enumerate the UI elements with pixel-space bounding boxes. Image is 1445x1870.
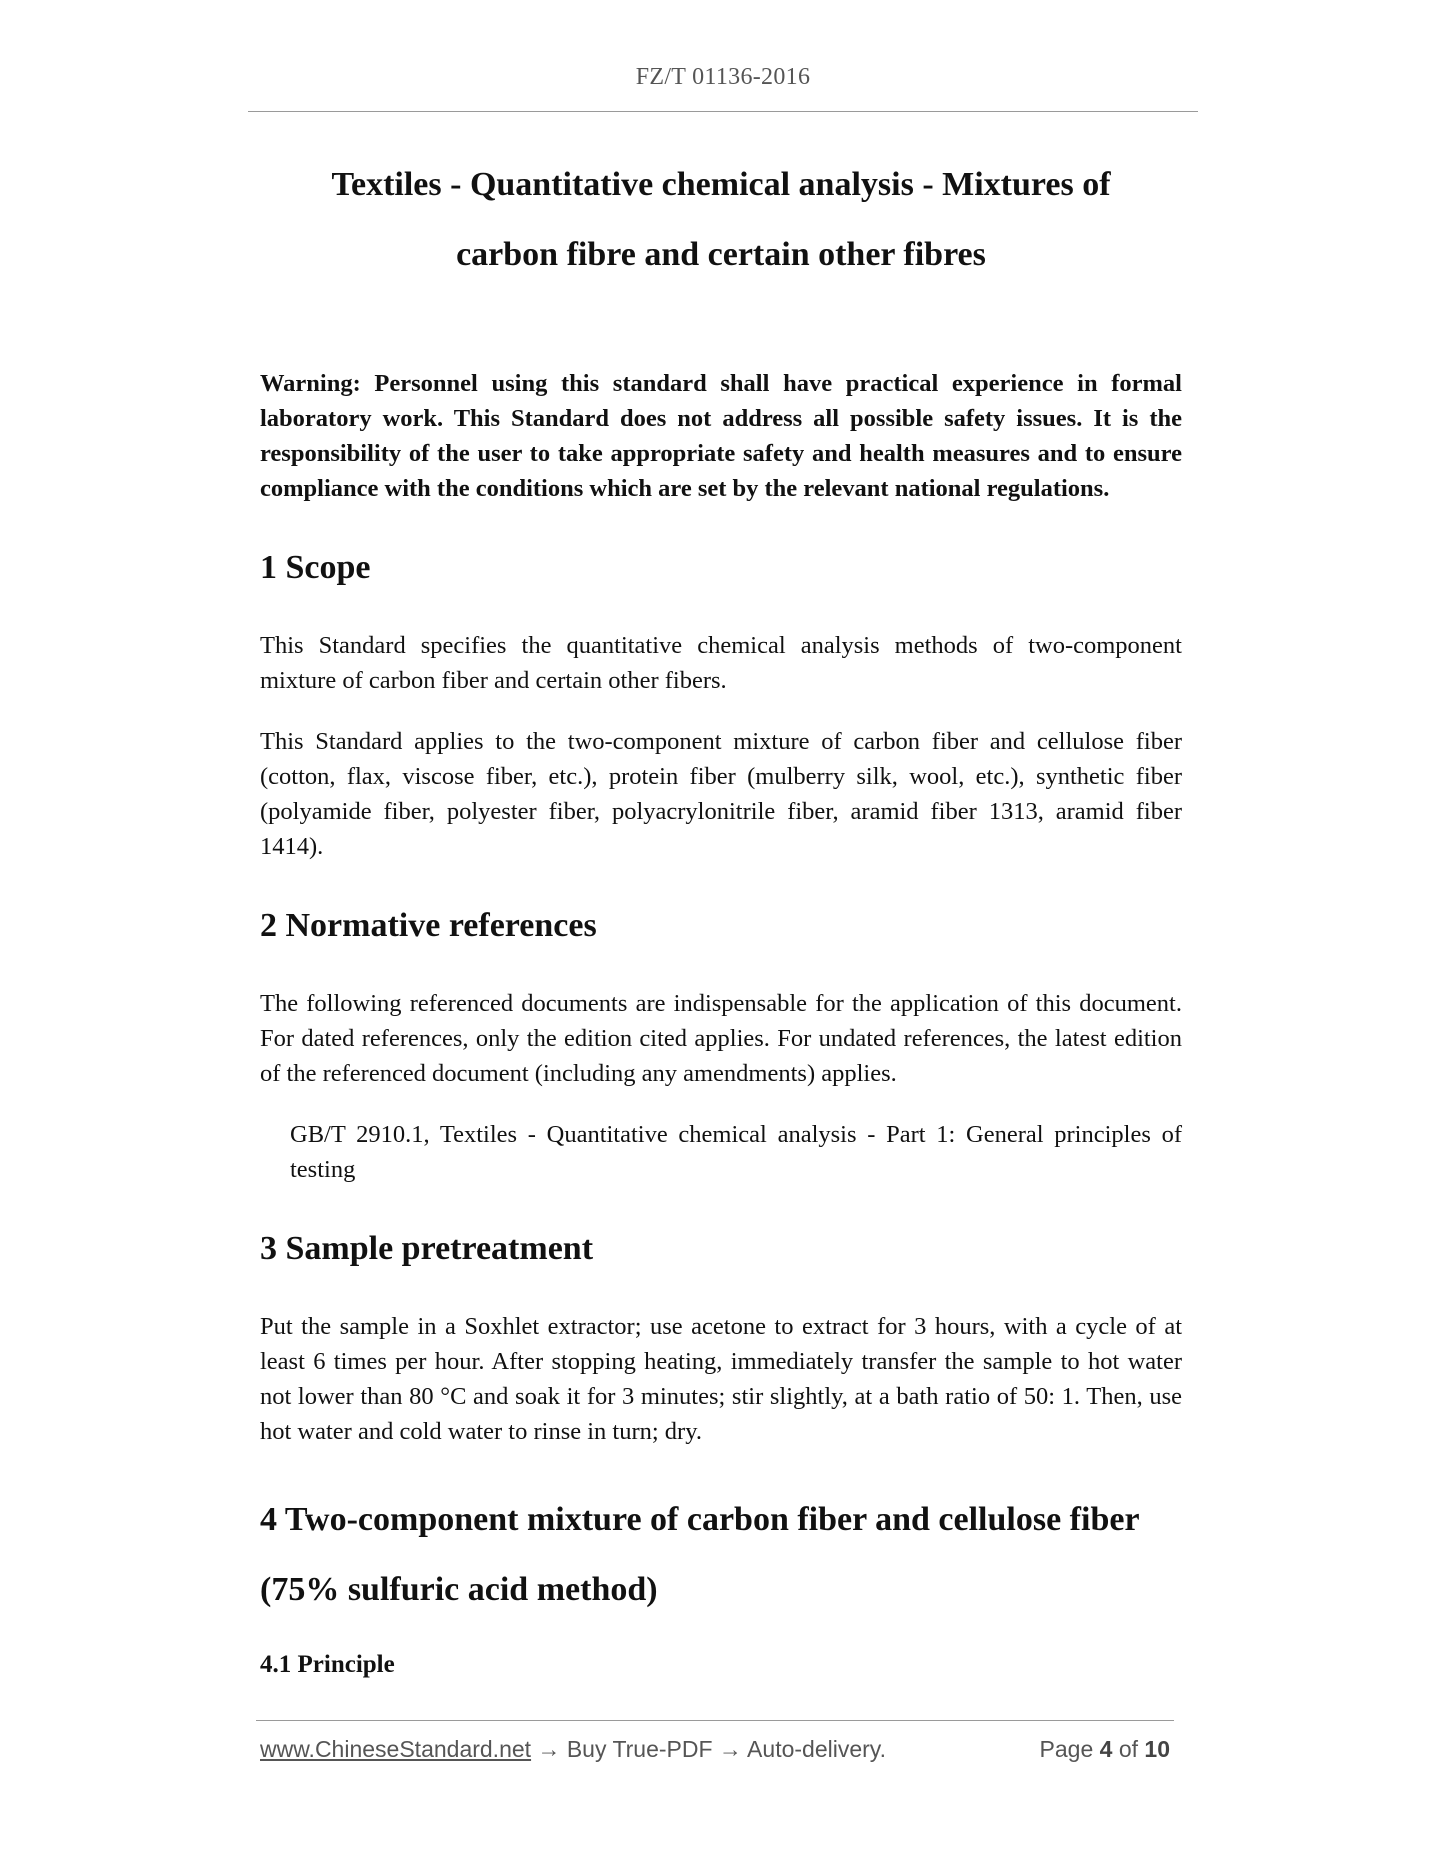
header-divider <box>248 111 1198 112</box>
scope-paragraph-1: This Standard specifies the quantitative chemical analysis methods of two-component mixture of carbon fiber and certain other fibers. <box>260 632 1182 694</box>
page-label: Page <box>1039 1736 1094 1762</box>
section-heading-normative-references: 2 Normative references <box>260 907 597 944</box>
page-footer <box>260 1736 1170 1768</box>
page-indicator <box>1040 1736 1170 1763</box>
normative-paragraph: The following referenced documents are indispensable for the application of this document. For dated references, only the edition cited applies. For undated references, the latest edition of the referenced document (including any amendments) applies. <box>260 990 1182 1087</box>
footer-tagline: → Buy True-PDF → Auto-delivery. <box>531 1736 886 1762</box>
reference-item: GB/T 2910.1, Textiles - Quantitative chemical analysis - Part 1: General principles of testing <box>290 1121 1182 1183</box>
section-4-heading-line-1: 4 Two-component mixture of carbon fiber and cellulose fiber <box>260 1501 1140 1538</box>
section-heading-carbon-cellulose <box>260 1485 1182 1625</box>
section-4-heading-line-2: (75% sulfuric acid method) <box>260 1571 658 1608</box>
title-line-2: carbon fibre and certain other fibres <box>456 236 986 273</box>
warning-notice: Warning: Personnel using this standard shall have practical experience in formal laboratory work. This Standard does not address all possible safety issues. It is the responsibility of the user to take appropriate safety and health measures and to ensure compliance with the conditions which are set by the relevant national regulations. <box>260 370 1182 502</box>
of-label: of <box>1118 1736 1139 1762</box>
total-page-count: 10 <box>1144 1736 1170 1762</box>
page-content <box>260 150 1182 1683</box>
footer-divider <box>256 1720 1174 1721</box>
document-title <box>260 150 1182 290</box>
title-line-1: Textiles - Quantitative chemical analysis - Mixtures of <box>331 166 1111 203</box>
site-link[interactable]: www.ChineseStandard.net <box>260 1736 532 1762</box>
pretreatment-paragraph: Put the sample in a Soxhlet extractor; use acetone to extract for 3 hours, with a cycle of at least 6 times per hour. After stopping heating, immediately transfer the sample to hot water not lower than 80 °C and soak it for 3 minutes; stir slightly, at a bath ratio of 50: 1. Then, use hot water and cold water to rinse in turn; dry. <box>260 1313 1182 1445</box>
section-heading-sample-pretreatment: 3 Sample pretreatment <box>260 1230 594 1267</box>
subsection-heading-principle: 4.1 Principle <box>260 1651 395 1678</box>
footer-promo <box>260 1736 886 1763</box>
current-page-number: 4 <box>1099 1736 1113 1762</box>
document-number-header: FZ/T 01136-2016 <box>635 64 811 90</box>
scope-paragraph-2: This Standard applies to the two-component mixture of carbon fiber and cellulose fiber (cotton, flax, viscose fiber, etc.), protein fiber (mulberry silk, wool, etc.), synthetic fiber (polyamide fiber, polyester fiber, polyacrylonitrile fiber, aramid fiber 1313, aramid fiber 1414). <box>260 728 1182 860</box>
section-heading-scope: 1 Scope <box>260 549 371 586</box>
